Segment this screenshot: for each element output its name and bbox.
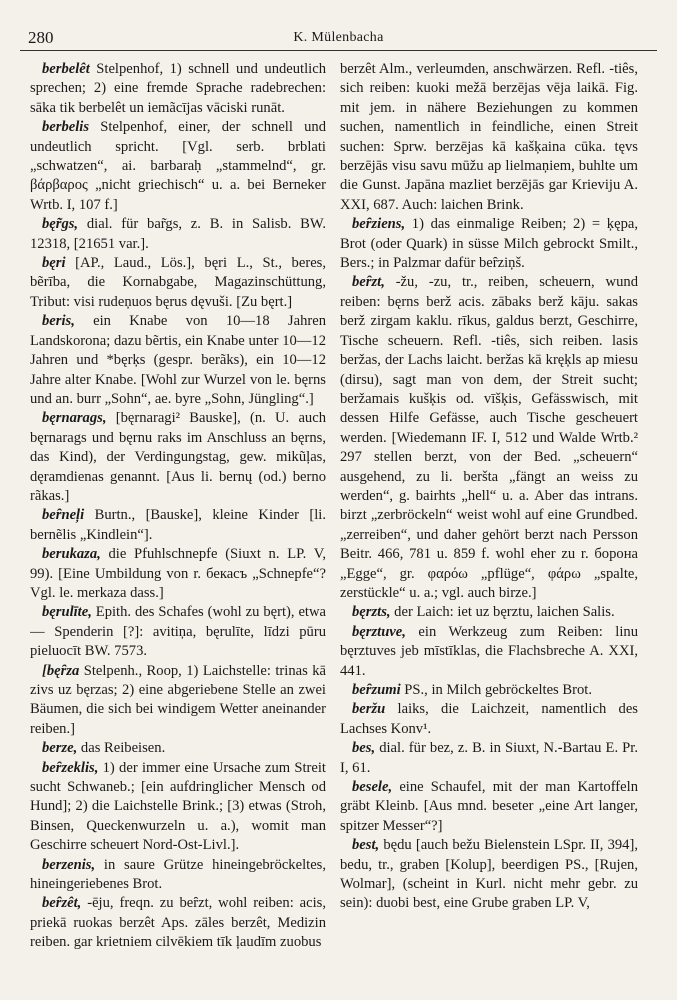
entry-body: die Pfuhlschnepfe (Siuxt n. LP. V, 99). [Eine Umbildung von r. бекасъ „Schnepfe“? Vgl. le. merkaza dass.] <box>30 546 326 601</box>
entry-body: laiks, die Laichzeit, namentlich des Lachses Konv¹. <box>340 701 638 737</box>
dictionary-entry <box>30 60 326 118</box>
dictionary-entry <box>340 623 638 681</box>
entry-body: PS., in Milch gebröckeltes Brot. <box>400 682 592 698</box>
entry-headword: berukaza, <box>42 546 101 563</box>
entry-headword: beȓzumi <box>352 682 401 698</box>
entry-body: -žu, -zu, tr., reiben, scheuern, wund reiben: bęrns berž acis. zābaks berž kāju. sakas berž zirgam kaklu. rīkus, galdus berzt, Geschirre, Tische scheuern. Refl. -tiês, sich reiben. lasis beržas, der Lachs laicht. beržas kā kręķls ap miesu (dirsu), sagt man von dem, der Streit sucht; beržamais kušķis od. vīšķis, Gefässwisch, mit dessen Hilfe Gefässe, auch Tische gescheuert werden. [Wiedemann IF. I, 512 und Walde Wrtb.² 297 stellen berzt, von der Bed. „scheuern“ ausgehend, zu li. beršta „fängt an weiss zu werden“, g. bairhts „hell“ u. a. Aber das intrans. birzt „zerbröckeln“ weist wohl auf eine Grundbed. „zerreiben“, und daher gehört berzt nach Persson Beitr. 466, 781 u. 859 f. wohl eher zu r. борона „Egge“, gr. φαρόω „pflüge“, φάρω „spalte, zerstückle“ u. a.; vgl. auch birze.] <box>340 274 638 601</box>
entry-body: berzêt Alm., verleumden, anschwärzen. Refl. -tiês, sich reiben: kuoki mežā berzējas vēja laikā. Fig. mit jem. in nähere Beziehungen zu kommen suchen, namentlich in feindliche, einen Streit suchen: Sprw. berzējas kā kašķaina cūka. tęvs berzējās visu savu mūžu ap lielmaņiem, buhlte um die Gunst. Japāna mazliet berzējās gar Krieviju A. XXI, 687. Auch: laichen Brink. <box>340 61 638 213</box>
entry-headword: best, <box>352 837 380 854</box>
dictionary-entry <box>30 118 326 215</box>
dictionary-entry <box>340 836 638 914</box>
entry-headword: bęrztuve, <box>352 623 406 640</box>
dictionary-entry <box>30 409 326 506</box>
dictionary-entry <box>30 254 326 312</box>
dictionary-entry <box>30 739 326 758</box>
entry-headword: [bęȓza <box>42 662 80 679</box>
entry-body: in saure Grütze hineingebröckeltes, hineingeriebenes Brot. <box>30 856 326 893</box>
entry-body: [AP., Laud., Lös.], bęri L., St., beres, bẽrība, die Kornabgabe, Magazinschüttung, Tribut: visi rudeņuos bęrus dęvuši. [Zu bęrt.] <box>30 255 326 310</box>
entry-headword: berze, <box>42 740 78 757</box>
dictionary-entry <box>30 545 326 603</box>
dictionary-entry <box>340 681 638 700</box>
entry-headword: besele, <box>352 779 393 796</box>
dictionary-entry <box>30 894 326 952</box>
entry-headword: berbelis <box>42 119 90 136</box>
entry-headword: beȓzeklis, <box>42 759 99 776</box>
entry-body: 1) der immer eine Ursache zum Streit sucht Schwaneb.; [ein aufdringlicher Mensch od Hund]; 2) die Laichstelle Brink.; [3) etwas (Stroh, Binsen, Queckenwurzeln u. a.), womit man Geschirre scheuert Nord-Ost-Livl.]. <box>30 759 326 854</box>
right-column <box>340 60 638 990</box>
running-head: K. Mülenbacha <box>293 30 384 45</box>
entry-body: Stelpenhof, 1) schnell und undeutlich sprechen; 2) eine fremde Sprache radebrechen: sāka tik berbelêt un iemãcījas vāciski runāt. <box>30 61 326 116</box>
entry-headword: berzenis, <box>42 856 96 873</box>
dictionary-entry <box>30 759 326 856</box>
dictionary-entry <box>340 273 638 603</box>
entry-body: będu [auch bežu Bielenstein LSpr. II, 394], bedu, tr., graben [Kolup], beerdigen PS., [Rujen, Wolmar], (scheint in Kurl. nicht mehr gebr. zu sein): duobi best, eine Grube graben LP. V, <box>340 837 638 912</box>
entry-headword: beržu <box>352 701 386 718</box>
entry-body: Burtn., [Bauske], kleine Kinder [li. bernẽlis „Kindlein“]. <box>30 507 326 543</box>
entry-headword: beris, <box>42 313 75 330</box>
entry-headword: beȓneļi <box>42 507 85 524</box>
dictionary-entry <box>340 778 638 836</box>
entry-body: der Laich: iet uz bęrztu, laichen Salis. <box>390 604 615 621</box>
page-header <box>20 26 657 51</box>
entry-body: eine Schaufel, mit der man Kartoffeln gräbt Kleinb. [Aus mnd. beseter „eine Art langer, spitzer Messer“?] <box>340 779 638 834</box>
entry-body: Stelpenh., Roop, 1) Laichstelle: trinas kā zivs uz bęrzas; 2) eine abgeriebene Stelle an zwei Bäumen, die sich bei windigem Wetter aneinander reiben.] <box>30 662 326 737</box>
entry-body: -ēju, freqn. zu beȓzt, wohl reiben: acis, priekā ruokas berzêt Aps. zāles berzêt, Medizin reiben. gar krietniem cilvēkiem tīk ļaudīm zuobus <box>30 895 326 951</box>
dictionary-entry <box>30 603 326 661</box>
entry-headword: bes, <box>352 740 376 757</box>
dictionary-entry <box>340 739 638 778</box>
dictionary-entry <box>30 856 326 895</box>
dictionary-entry <box>30 215 326 254</box>
entry-body: dial. für bar̃gs, z. B. in Salisb. BW. 12318, [21651 var.]. <box>30 216 326 252</box>
entry-body: das Reibeisen. <box>77 740 166 757</box>
dictionary-entry <box>30 506 326 545</box>
dictionary-entry <box>340 215 638 273</box>
entry-headword: beȓzêt, <box>42 895 82 912</box>
entry-body: ein Knabe von 10—18 Jahren Landskorona; dazu bẽrtis, ein Knabe unter 10—12 Jahren und *bęrķs (gespr. berãks), ein 10—12 Jahre alter Knabe. [Wohl zur Wurzel von le. bęrns und an. burr „Sohn“, ae. byre „Sohn, Jüngling“.] <box>30 313 326 407</box>
entry-body: Stelpenhof, einer, der schnell und undeutlich spricht. [Vgl. serb. brblati „schwatzen“, ai. barbaraḥ „stammelnd“, gr. βάρβαρος „nicht griechisch“ u. a. bei Berneker Wrtb. I, 107 f.] <box>30 119 326 213</box>
entry-body: dial. für bez, z. B. in Siuxt, N.-Bartau E. Pr. I, 61. <box>340 740 638 776</box>
entry-headword: beȓziens, <box>352 216 406 233</box>
entry-headword: beȓzt, <box>352 274 385 291</box>
entry-headword: bęri <box>42 255 66 272</box>
dictionary-entry <box>30 662 326 740</box>
entry-headword: berbelêt <box>42 61 90 77</box>
entry-body: [bęrnaragi² Bauske], (n. U. auch bęrnarags und bęrnu raks im Anschluss an bęrns, das Kind), der Verdingungstag, gew. mikũļas, dęramdienas genannt. [Aus li. bernų (od.) berno rãkas.] <box>30 410 326 504</box>
dictionary-entry <box>340 60 638 215</box>
entry-headword: bęr̃gs, <box>42 216 79 233</box>
page-number: 280 <box>28 28 54 47</box>
entry-body: ein Werkzeug zum Reiben: linu bęrztuves jeb mīstīklas, die Flachsbreche A. XXI, 441. <box>340 623 638 679</box>
dictionary-entry <box>30 312 326 409</box>
entry-body: 1) das einmalige Reiben; 2) = ķępa, Brot (oder Quark) in süsse Milch gebrockt Smilt., Bers.; in Palzmar dafür beȓziņš. <box>340 216 638 272</box>
left-column <box>30 60 326 990</box>
dictionary-entry <box>340 603 638 622</box>
entry-body: Epith. des Schafes (wohl zu bęrt), etwa — Spenderin [?]: avitiņa, bęrulīte, līdzi pūru pieluocīt BW. 7573. <box>30 604 326 660</box>
dictionary-entry <box>340 700 638 739</box>
entry-headword: bęrnarags, <box>42 410 107 427</box>
entry-headword: bęrulīte, <box>42 604 92 621</box>
entry-headword: bęrzts, <box>352 604 391 621</box>
